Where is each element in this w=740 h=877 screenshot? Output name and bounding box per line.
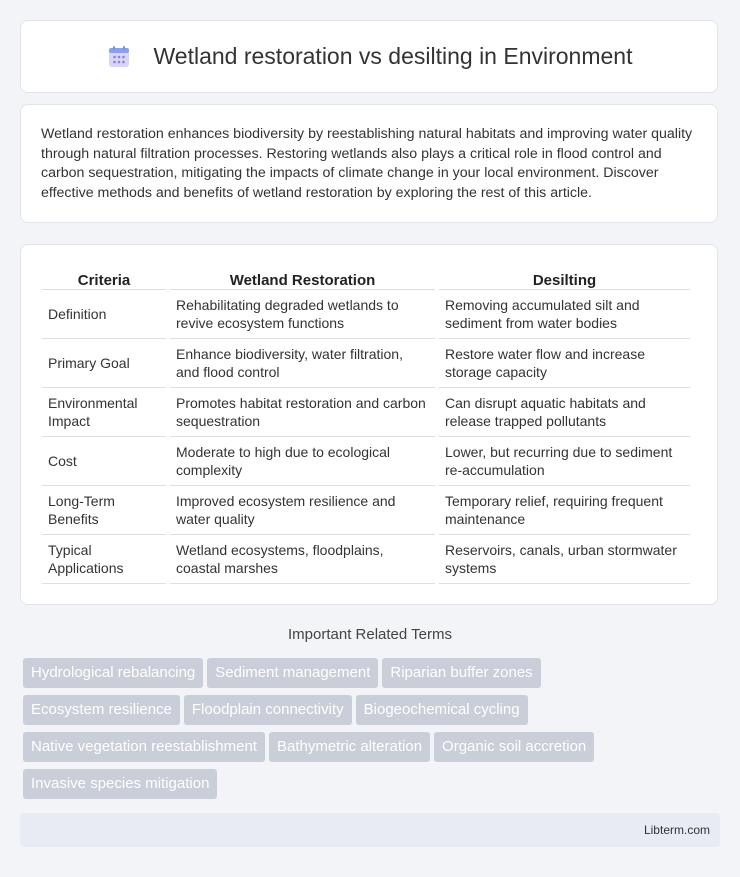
table-row — [42, 388, 690, 437]
row-desilting: Reservoirs, canals, urban stormwater systems — [439, 535, 690, 584]
related-term-tag[interactable]: Ecosystem resilience — [23, 695, 180, 725]
intro-card — [20, 104, 718, 223]
footer-site-link[interactable]: Libterm.com — [643, 823, 710, 837]
related-term-tag[interactable]: Sediment management — [207, 658, 378, 688]
row-desilting: Lower, but recurring due to sediment re-accumulation — [439, 437, 690, 486]
calendar-grid-icon — [106, 44, 132, 70]
comparison-table — [38, 265, 694, 584]
related-term-tag[interactable]: Hydrological rebalancing — [23, 658, 203, 688]
row-wetland-restoration: Moderate to high due to ecological complexity — [170, 437, 435, 486]
related-term-tag[interactable]: Organic soil accretion — [434, 732, 594, 762]
row-wetland-restoration: Promotes habitat restoration and carbon sequestration — [170, 388, 435, 437]
row-criteria: Primary Goal — [42, 339, 166, 388]
page-title: Wetland restoration vs desilting in Environment — [153, 43, 633, 69]
row-desilting: Removing accumulated silt and sediment from water bodies — [439, 290, 690, 339]
row-desilting: Temporary relief, requiring frequent maintenance — [439, 486, 690, 535]
related-term-tag[interactable]: Native vegetation reestablishment — [23, 732, 265, 762]
row-desilting: Restore water flow and increase storage capacity — [439, 339, 690, 388]
table-row — [42, 535, 690, 584]
comparison-card — [20, 244, 718, 605]
related-term-tag[interactable]: Bathymetric alteration — [269, 732, 430, 762]
table-header-row — [42, 265, 690, 290]
header-desilting: Desilting — [439, 265, 690, 290]
row-wetland-restoration: Rehabilitating degraded wetlands to revive ecosystem functions — [170, 290, 435, 339]
table-row — [42, 339, 690, 388]
header-wetland-restoration: Wetland Restoration — [170, 265, 435, 290]
row-wetland-restoration: Enhance biodiversity, water filtration, and flood control — [170, 339, 435, 388]
related-term-tag[interactable]: Riparian buffer zones — [382, 658, 540, 688]
row-wetland-restoration: Improved ecosystem resilience and water quality — [170, 486, 435, 535]
row-wetland-restoration: Wetland ecosystems, floodplains, coastal marshes — [170, 535, 435, 584]
related-term-tag[interactable]: Floodplain connectivity — [184, 695, 352, 725]
row-criteria: Environmental Impact — [42, 388, 166, 437]
row-criteria: Long-Term Benefits — [42, 486, 166, 535]
row-criteria: Cost — [42, 437, 166, 486]
row-criteria: Definition — [42, 290, 166, 339]
related-terms-list — [23, 658, 703, 806]
footer — [20, 813, 720, 847]
table-row — [42, 486, 690, 535]
table-row — [42, 437, 690, 486]
row-desilting: Can disrupt aquatic habitats and release trapped pollutants — [439, 388, 690, 437]
title-card — [20, 20, 718, 93]
related-terms-heading: Important Related Terms — [288, 626, 452, 643]
related-term-tag[interactable]: Invasive species mitigation — [23, 769, 217, 799]
intro-paragraph: Wetland restoration enhances biodiversity by reestablishing natural habitats and improving water quality through natural filtration processes. Restoring wetlands also plays a critical role in flood control and carbon sequestration, mitigating the impacts of climate change in your local environment. Discover effective methods and benefits of wetland restoration by exploring the rest of this article. — [41, 126, 693, 201]
related-term-tag[interactable]: Biogeochemical cycling — [356, 695, 528, 725]
header-criteria: Criteria — [42, 265, 166, 290]
table-row — [42, 290, 690, 339]
row-criteria: Typical Applications — [42, 535, 166, 584]
